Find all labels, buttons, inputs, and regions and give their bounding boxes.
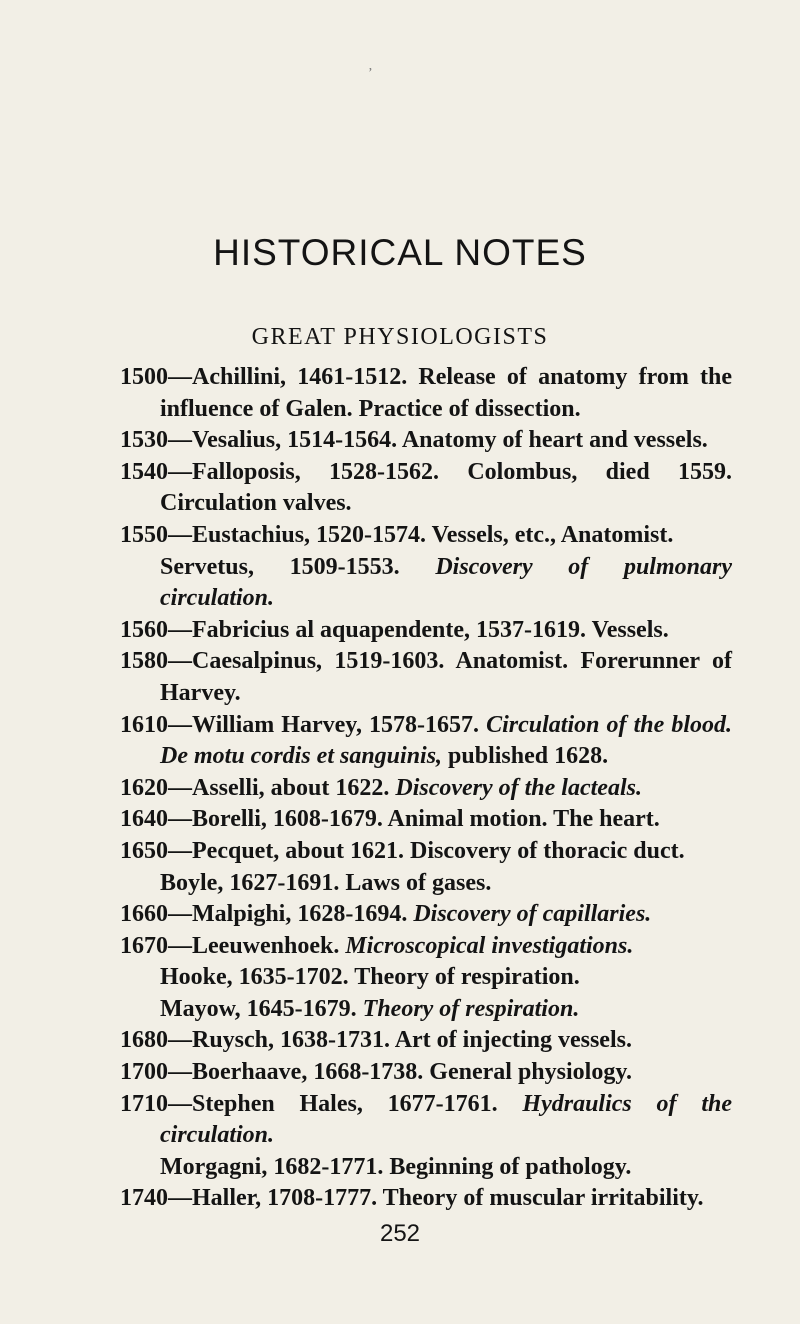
entry-text: Stephen Hales, 1677-1761. <box>192 1090 523 1117</box>
entry-dash: — <box>168 837 192 864</box>
entry-text: Caesalpinus, 1519-1603. Anatomist. Forerunner of Harvey. <box>160 648 732 706</box>
entry-italic-text: Microscopical investigations. <box>345 932 634 959</box>
chronology-entry <box>120 868 732 900</box>
entry-dash: — <box>168 1027 192 1054</box>
entry-year: 1560 <box>120 616 168 643</box>
entry-text: Pecquet, about 1621. Discovery of thoracic duct. <box>192 837 685 864</box>
entry-dash: — <box>168 458 192 485</box>
entry-year: 1740 <box>120 1185 168 1212</box>
entry-dash: — <box>168 427 192 454</box>
chronology-entry <box>120 710 732 773</box>
chronology-entry <box>120 552 732 615</box>
entry-year: 1680 <box>120 1027 168 1054</box>
chronology-entry <box>120 1152 732 1184</box>
entry-text: William Harvey, 1578-1657. <box>192 711 487 738</box>
entry-italic-text: Discovery of the lacteals. <box>395 774 642 801</box>
entry-italic-text: Discovery of capillaries. <box>413 901 652 928</box>
chronology-entry <box>120 362 732 425</box>
entry-dash: — <box>168 932 192 959</box>
entry-dash: — <box>168 901 192 928</box>
entry-dash: — <box>168 364 192 390</box>
entry-text: Mayow, 1645-1679. <box>160 995 363 1022</box>
chronology-entry <box>120 1025 732 1057</box>
chronology-entry <box>120 1183 732 1215</box>
entry-dash: — <box>168 648 192 675</box>
entry-text: Servetus, 1509-1553. <box>160 553 436 580</box>
entry-text: Boyle, 1627-1691. Laws of gases. <box>160 869 492 896</box>
entry-year: 1540 <box>120 458 168 485</box>
entry-dash: — <box>168 711 192 738</box>
entry-year: 1670 <box>120 932 168 959</box>
entry-year: 1610 <box>120 711 168 738</box>
entry-italic-text: Hydraulics of the circulation. <box>160 1090 732 1149</box>
chronology-entry <box>120 457 732 520</box>
chronology-entry <box>120 1089 732 1152</box>
entry-year: 1580 <box>120 648 168 675</box>
entry-year: 1710 <box>120 1090 168 1117</box>
entry-year: 1700 <box>120 1059 168 1086</box>
entry-dash: — <box>168 1090 192 1117</box>
entry-dash: — <box>168 1185 192 1212</box>
entry-italic-text: Circulation of the blood. De motu cordis et sanguinis, <box>160 711 732 770</box>
entry-text: Leeuwenhoek. <box>192 932 346 959</box>
ink-mark: ’ <box>368 66 373 81</box>
entry-year: 1500 <box>120 364 168 390</box>
chronology-entry <box>120 962 732 994</box>
entry-text: Asselli, about 1622. <box>192 774 396 801</box>
entry-dash: — <box>168 806 192 833</box>
entry-text: Achillini, 1461-1512. Release of anatomy from the influence of Galen. Practice of dissection. <box>160 364 732 422</box>
chronology-entry <box>120 646 732 709</box>
entry-text: Malpighi, 1628-1694. <box>192 901 414 928</box>
chronology-entry <box>120 773 732 805</box>
entry-text: Vesalius, 1514-1564. Anatomy of heart and vessels. <box>192 427 708 454</box>
entry-text: Eustachius, 1520-1574. Vessels, etc., Anatomist. <box>192 521 674 548</box>
entry-text: Fabricius al aquapendente, 1537-1619. Vessels. <box>192 616 669 643</box>
chronology-entry <box>120 994 732 1026</box>
chronology-entry <box>120 931 732 963</box>
entry-text: published 1628. <box>442 743 609 770</box>
entry-year: 1640 <box>120 806 168 833</box>
entry-text: Borelli, 1608-1679. Animal motion. The heart. <box>192 806 660 833</box>
entry-italic-text: Discovery of pulmonary circulation. <box>160 553 732 612</box>
entry-year: 1650 <box>120 837 168 864</box>
entry-text: Boerhaave, 1668-1738. General physiology. <box>192 1059 632 1086</box>
entry-year: 1530 <box>120 427 168 454</box>
entry-dash: — <box>168 521 192 548</box>
entry-text: Falloposis, 1528-1562. Colombus, died 1559. Circulation valves. <box>160 458 732 517</box>
chronology-entry <box>120 899 732 931</box>
entry-dash: — <box>168 774 192 801</box>
entry-text: Haller, 1708-1777. Theory of muscular irritability. <box>192 1185 704 1212</box>
entry-text: Hooke, 1635-1702. Theory of respiration. <box>160 964 580 991</box>
page-number: 252 <box>379 1220 421 1247</box>
chronology-entry <box>120 615 732 647</box>
entry-year: 1550 <box>120 521 168 548</box>
entry-year: 1660 <box>120 901 168 928</box>
entry-text: Ruysch, 1638-1731. Art of injecting vessels. <box>192 1027 632 1054</box>
section-subtitle: GREAT PHYSIOLOGISTS <box>251 324 549 350</box>
entry-dash: — <box>168 1059 192 1086</box>
entry-italic-text: Theory of respiration. <box>362 995 580 1022</box>
page-title: HISTORICAL NOTES <box>213 232 587 273</box>
entry-year: 1620 <box>120 774 168 801</box>
entry-text: Morgagni, 1682-1771. Beginning of pathology. <box>160 1153 632 1180</box>
chronology-entry <box>120 836 732 868</box>
chronology-entry <box>120 1057 732 1089</box>
chronology-entry <box>120 425 732 457</box>
chronology-entry <box>120 804 732 836</box>
entry-dash: — <box>168 616 192 643</box>
chronology-list <box>120 362 732 1215</box>
chronology-entry <box>120 520 732 552</box>
